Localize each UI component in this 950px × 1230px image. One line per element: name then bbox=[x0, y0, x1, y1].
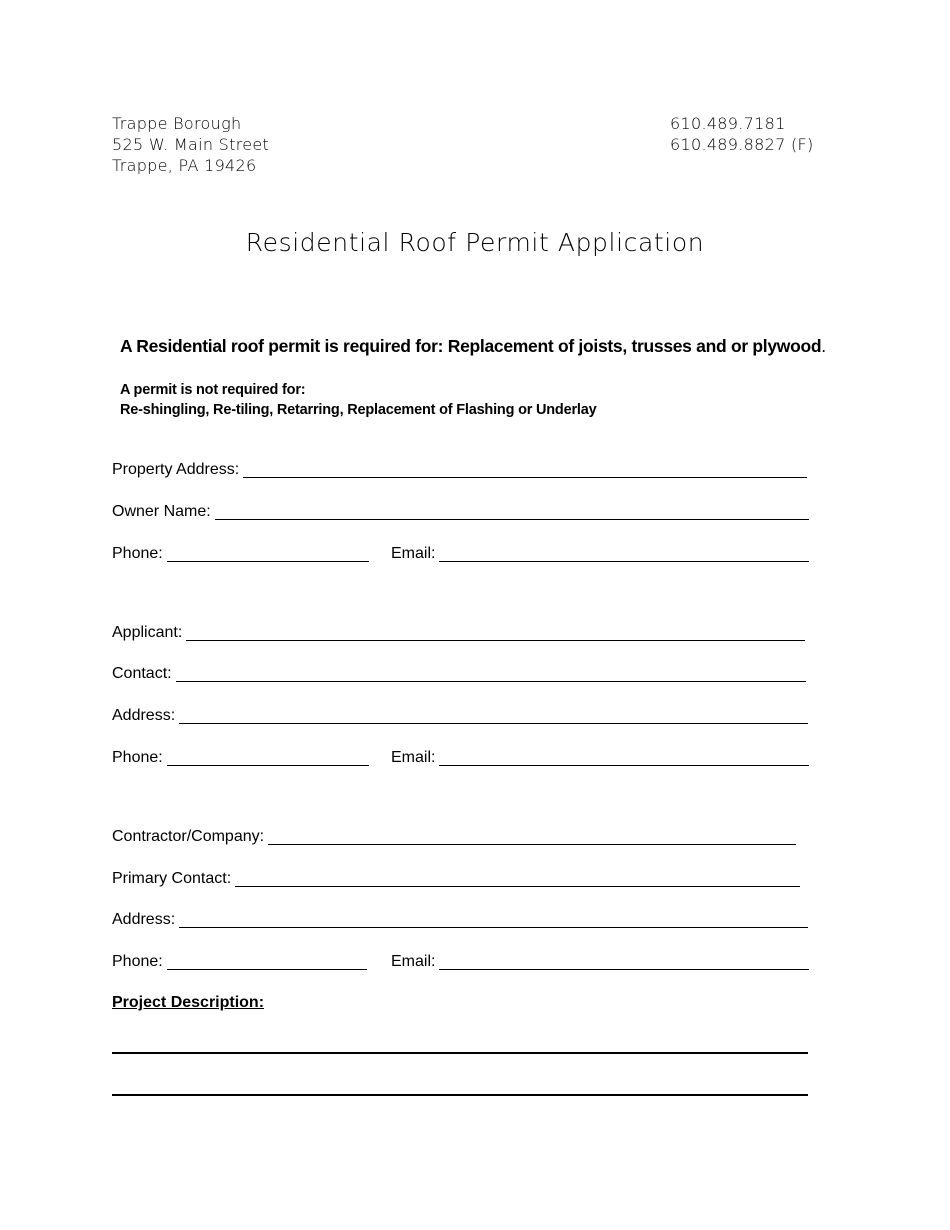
borough-name: Trappe Borough bbox=[112, 114, 242, 133]
property-address-label: Property Address: bbox=[112, 461, 240, 478]
owner-name-field[interactable] bbox=[215, 504, 809, 520]
property-address-field[interactable] bbox=[243, 462, 807, 478]
applicant-email-label: Email: bbox=[391, 749, 436, 766]
borough-phone-block bbox=[670, 113, 814, 155]
permit-required-text: A Residential roof permit is required for: Replacement of joists, trusses and or plywood bbox=[120, 336, 822, 356]
owner-email-row bbox=[391, 543, 809, 563]
contractor-address-label: Address: bbox=[112, 911, 176, 928]
project-description-line-1[interactable] bbox=[112, 1052, 808, 1054]
borough-fax: 610.489.8827 (F) bbox=[670, 135, 814, 154]
contractor-email-label: Email: bbox=[391, 953, 436, 970]
owner-phone-label: Phone: bbox=[112, 545, 163, 562]
contractor-phone-row bbox=[112, 951, 367, 971]
contractor-email-row bbox=[391, 951, 809, 971]
applicant-phone-field[interactable] bbox=[167, 750, 369, 766]
owner-phone-field[interactable] bbox=[167, 546, 369, 562]
applicant-field[interactable] bbox=[186, 625, 805, 641]
project-description-line-2[interactable] bbox=[112, 1094, 808, 1096]
applicant-email-field[interactable] bbox=[439, 750, 809, 766]
applicant-address-label: Address: bbox=[112, 707, 176, 724]
owner-name-row bbox=[112, 501, 809, 521]
project-description-label: Project Description: bbox=[112, 994, 265, 1011]
permit-not-required-block bbox=[120, 380, 596, 420]
applicant-contact-field[interactable] bbox=[176, 666, 806, 682]
owner-phone-row bbox=[112, 543, 369, 563]
borough-street: 525 W. Main Street bbox=[112, 135, 270, 154]
applicant-address-field[interactable] bbox=[179, 708, 808, 724]
permit-not-required-items: Re-shingling, Re-tiling, Retarring, Replacement of Flashing or Underlay bbox=[120, 402, 597, 418]
applicant-contact-row bbox=[112, 663, 806, 683]
contractor-address-row bbox=[112, 909, 808, 929]
primary-contact-field[interactable] bbox=[235, 871, 800, 887]
contractor-field[interactable] bbox=[268, 829, 796, 845]
contractor-phone-field[interactable] bbox=[167, 954, 367, 970]
primary-contact-label: Primary Contact: bbox=[112, 870, 232, 887]
owner-email-field[interactable] bbox=[439, 546, 809, 562]
applicant-label: Applicant: bbox=[112, 624, 183, 641]
contractor-email-field[interactable] bbox=[439, 954, 809, 970]
applicant-row bbox=[112, 622, 805, 642]
form-title: Residential Roof Permit Application bbox=[245, 228, 705, 257]
applicant-phone-row bbox=[112, 747, 369, 767]
contractor-label: Contractor/Company: bbox=[112, 828, 265, 845]
property-address-row bbox=[112, 459, 807, 479]
primary-contact-row bbox=[112, 868, 800, 888]
contractor-row bbox=[112, 826, 796, 846]
applicant-email-row bbox=[391, 747, 809, 767]
borough-address-block bbox=[112, 113, 269, 176]
borough-phone: 610.489.7181 bbox=[670, 114, 786, 133]
applicant-address-row bbox=[112, 705, 808, 725]
contractor-address-field[interactable] bbox=[179, 912, 808, 928]
applicant-phone-label: Phone: bbox=[112, 749, 163, 766]
owner-name-label: Owner Name: bbox=[112, 503, 211, 520]
permit-required-statement bbox=[120, 336, 826, 357]
borough-city-state-zip: Trappe, PA 19426 bbox=[112, 156, 257, 175]
contractor-phone-label: Phone: bbox=[112, 953, 163, 970]
permit-not-required-heading: A permit is not required for: bbox=[120, 382, 306, 398]
applicant-contact-label: Contact: bbox=[112, 665, 172, 682]
owner-email-label: Email: bbox=[391, 545, 436, 562]
permit-required-period: . bbox=[821, 336, 826, 356]
